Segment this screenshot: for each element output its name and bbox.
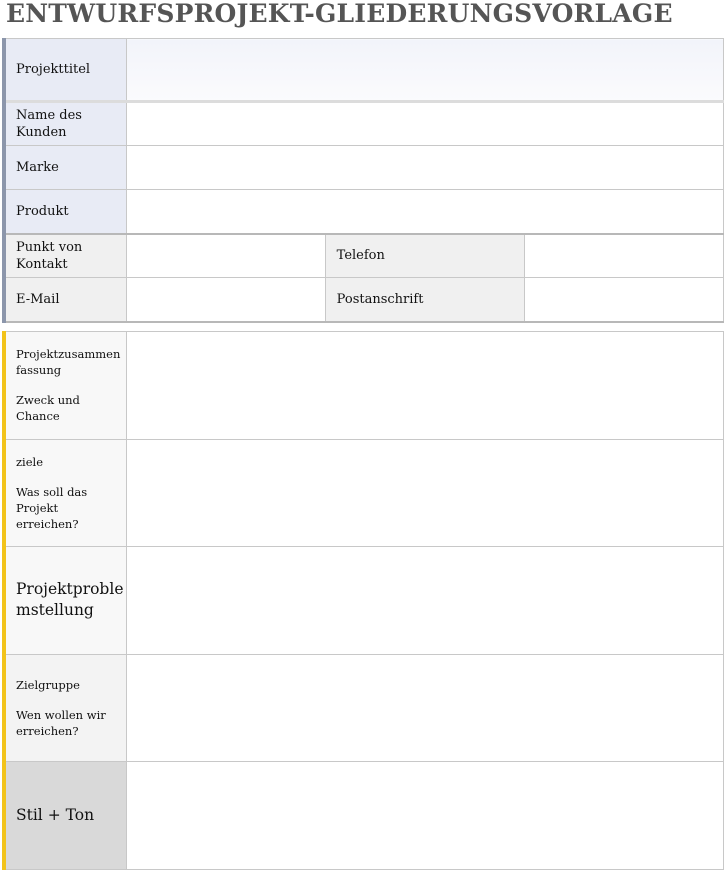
postal-address-field[interactable] xyxy=(524,278,723,322)
row-problem xyxy=(4,547,724,655)
postal-address-label: Postanschrift xyxy=(325,278,524,322)
phone-label: Telefon xyxy=(325,234,524,278)
project-title-field[interactable] xyxy=(126,39,724,102)
row-product xyxy=(4,190,724,234)
problem-label: Projektproblemstellung xyxy=(16,580,124,620)
audience-label: Zielgruppe xyxy=(16,677,80,692)
audience-sub-label: Wen wollen wir erreichen? xyxy=(16,707,106,738)
row-email xyxy=(4,278,724,322)
goals-sub-label: Was soll das Projekt erreichen? xyxy=(16,484,88,531)
goals-field[interactable] xyxy=(126,439,724,547)
row-client-name xyxy=(4,102,724,146)
row-project-title xyxy=(4,39,724,102)
product-field[interactable] xyxy=(126,190,724,234)
document-title: ENTWURFSPROJEKT-GLIEDERUNGSVORLAGE xyxy=(6,0,673,28)
goals-label: ziele xyxy=(16,454,44,469)
row-goals xyxy=(4,439,724,547)
style-label: Stil + Ton xyxy=(16,805,95,824)
client-name-field[interactable] xyxy=(126,102,724,146)
brand-label: Marke xyxy=(4,146,126,190)
goals-label-cell xyxy=(4,439,126,547)
row-style xyxy=(4,762,724,870)
problem-label-cell xyxy=(4,547,126,655)
project-title-label: Projekttitel xyxy=(4,39,126,102)
row-summary xyxy=(4,332,724,440)
summary-label: Projektzusammenfassung xyxy=(16,347,121,378)
client-name-label: Name des Kunden xyxy=(4,102,126,146)
audience-field[interactable] xyxy=(126,654,724,762)
product-label: Produkt xyxy=(4,190,126,234)
summary-field[interactable] xyxy=(126,332,724,440)
problem-field[interactable] xyxy=(126,547,724,655)
audience-label-cell xyxy=(4,654,126,762)
email-field[interactable] xyxy=(126,278,325,322)
phone-field[interactable] xyxy=(524,234,723,278)
style-field[interactable] xyxy=(126,762,724,870)
summary-label-cell xyxy=(4,332,126,440)
row-audience xyxy=(4,654,724,762)
style-label-cell xyxy=(4,762,126,870)
email-label: E-Mail xyxy=(4,278,126,322)
contact-point-field[interactable] xyxy=(126,234,325,278)
summary-sub-label: Zweck und Chance xyxy=(16,393,80,424)
row-contact xyxy=(4,234,724,278)
contact-point-label: Punkt von Kontakt xyxy=(4,234,126,278)
project-info-table xyxy=(2,38,724,323)
row-brand xyxy=(4,146,724,190)
brand-field[interactable] xyxy=(126,146,724,190)
project-outline-table xyxy=(2,331,724,870)
